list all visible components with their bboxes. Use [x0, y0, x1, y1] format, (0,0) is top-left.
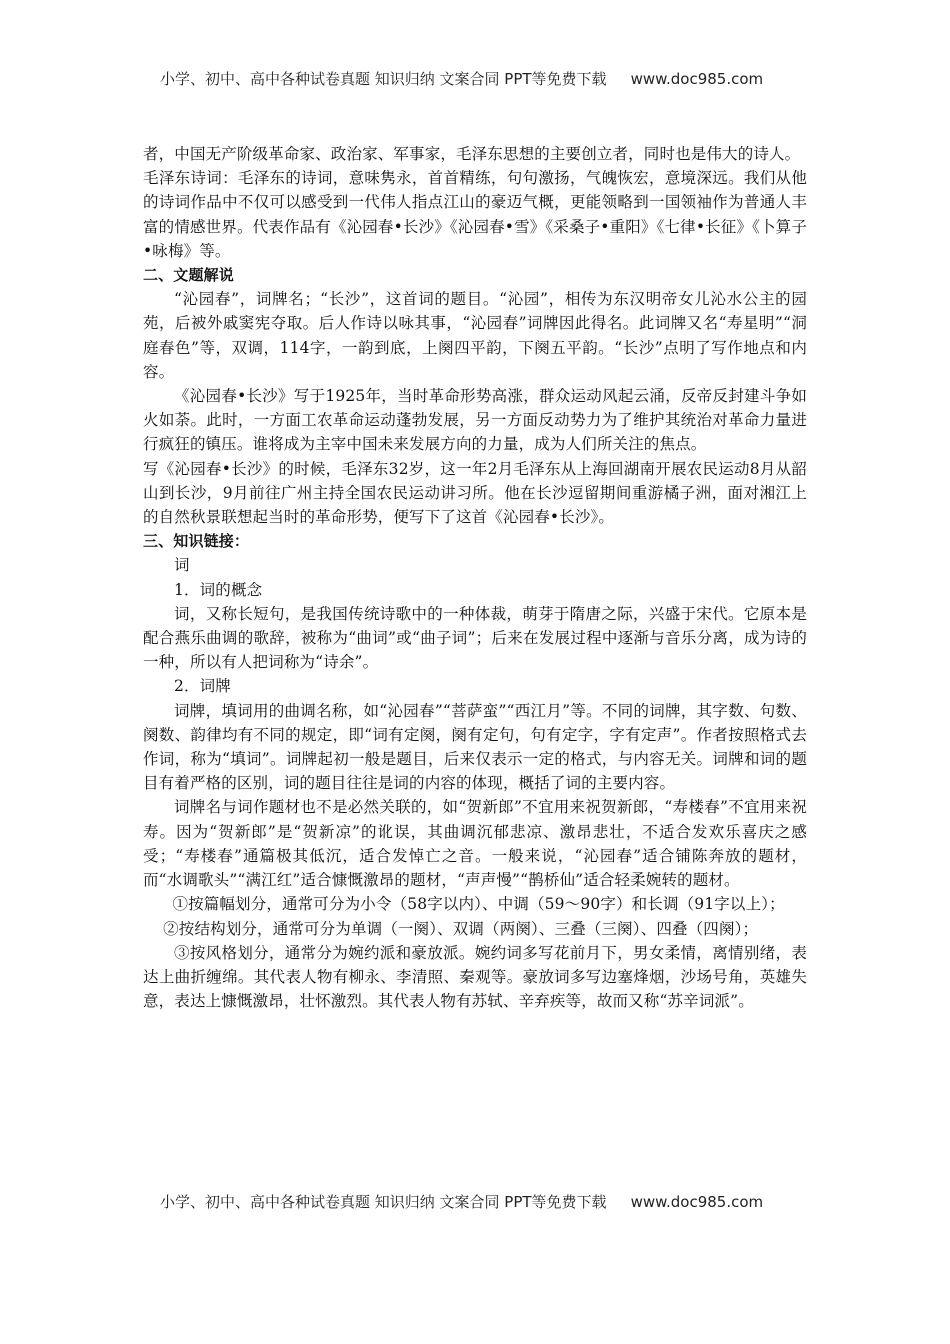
page-header	[160, 68, 840, 90]
list-item-by-style: ③按风格划分，通常分为婉约派和豪放派。婉约词多写花前月下，男女柔情，离情别绪，表达上曲折缠绵。其代表人物有柳永、李清照、秦观等。豪放词多写边塞烽烟，沙场号角，英雄失意，表达上慷慨激昂，壮怀激烈。其代表人物有苏轼、辛弃疾等，故而又称“苏辛词派”。	[143, 943, 807, 1011]
section-heading-title-explanation: 二、文题解说	[143, 266, 234, 285]
document-body	[143, 142, 807, 1013]
paragraph-cipai: 词牌，填词用的曲调名称，如“沁园春”“菩萨蛮”“西江月”等。不同的词牌，其字数、句数、阕数、韵律均有不同的规定，即“词有定阕，阕有定句，句有定字，字有定声”。作者按照格式去作词，称为“填词”。词牌起初一般是题目，后来仅表示一定的格式，与内容无关。词牌和词的题目有着严格的区别，词的题目往往是词的内容的体现，概括了词的主要内容。	[143, 701, 807, 793]
footer-site-link[interactable]: www.doc985.com	[630, 1193, 764, 1211]
paragraph-qinyuanchun: “沁园春”，词牌名；“长沙”，这首词的题目。“沁园”，相传为东汉明帝女儿沁水公主的园苑，后被外戚窦宪夺取。后人作诗以咏其事，“沁园春”词牌因此得名。此词牌又名“寿星明”“洞庭春色”等，双调，114字，一韵到底，上阕四平韵，下阕五平韵。“长沙”点明了写作地点和内容。	[143, 290, 807, 381]
subheading-cipai: 2．词牌	[174, 677, 231, 696]
paragraph-cipai-theme: 词牌名与词作题材也不是必然关联的，如“贺新郎”不宜用来祝贺新郎，“寿楼春”不宜用来祝寿。因为“贺新郎”是“贺新凉”的讹误，其曲调沉郁悲凉、激昂悲壮，不适合发欢乐喜庆之感受；“寿楼春”通篇极其低沉，适合发悼亡之音。一般来说，“沁园春”适合铺陈奔放的题材，而“水调歌头”“满江红”适合慷慨激昂的题材，“声声慢”“鹊桥仙”适合轻柔婉转的题材。	[143, 798, 807, 890]
section-heading-knowledge-link: 三、知识链接：	[143, 532, 250, 551]
paragraph-ci-concept: 词，又称长短句，是我国传统诗歌中的一种体裁，萌芽于隋唐之际，兴盛于宋代。它原本是配合燕乐曲调的歌辞，被称为“曲词”或“曲子词”；后来在发展过程中逐渐与音乐分离，成为诗的一种，所以有人把词称为“诗余”。	[143, 604, 807, 672]
list-item-by-length: ①按篇幅划分，通常可分为小令（58字以内）、中调（59～90字）和长调（91字以上）；	[172, 895, 785, 914]
paragraph-background: 《沁园春•长沙》写于1925年，当时革命形势高涨，群众运动风起云涌，反帝反封建斗争如火如荼。此时，一方面工农革命运动蓬勃发展，另一方面反动势力为了维护其统治对革命力量进行疯狂的镇压。谁将成为主宰中国未来发展方向的力量，成为人们所关注的焦点。	[143, 387, 807, 454]
paragraph-writing-context: 写《沁园春•长沙》的时候，毛泽东32岁，这一年2月毛泽东从上海回湖南开展农民运动8月从韶山到长沙，9月前往广州主持全国农民运动讲习所。他在长沙逗留期间重游橘子洲，面对湘江上的自然秋景联想起当时的革命形势，便写下了这首《沁园春•长沙》。	[143, 459, 807, 527]
paragraph-poetry-intro: 毛泽东诗词：毛泽东的诗词，意味隽永，首首精练，句句激扬，气魄恢宏，意境深远。我们从他的诗词作品中不仅可以感受到一代伟人指点江山的豪迈气概，更能领略到一国领袖作为普通人丰富的情感世界。代表作品有《沁园春•长沙》《沁园春•雪》《采桑子•重阳》《七律•长征》《卜算子•咏梅》等。	[143, 169, 807, 260]
subheading-ci: 词	[174, 556, 190, 575]
paragraph-author-intro: 者，中国无产阶级革命家、政治家、军事家，毛泽东思想的主要创立者，同时也是伟大的诗人。	[143, 145, 801, 163]
page-footer	[160, 1191, 840, 1213]
subheading-ci-concept: 1．词的概念	[174, 580, 263, 599]
header-text: 小学、初中、高中各种试卷真题 知识归纳 文案合同 PPT等免费下载	[160, 70, 607, 88]
list-item-by-structure: ②按结构划分，通常可分为单调（一阕）、双调（两阕）、三叠（三阕）、四叠（四阕）；	[163, 919, 759, 938]
footer-text: 小学、初中、高中各种试卷真题 知识归纳 文案合同 PPT等免费下载	[160, 1193, 607, 1211]
header-site-link[interactable]: www.doc985.com	[630, 70, 764, 88]
